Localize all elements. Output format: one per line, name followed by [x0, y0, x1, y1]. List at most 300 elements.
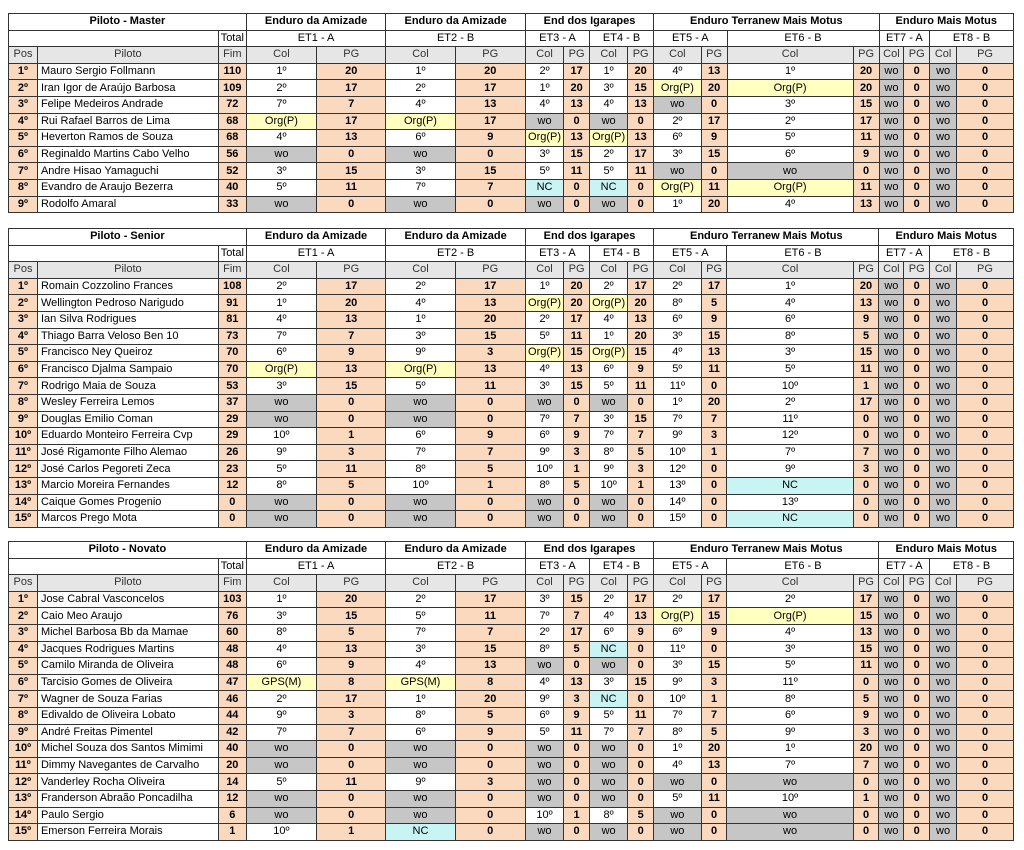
- event-header: Enduro da Amizade: [246, 229, 386, 246]
- stage-placing-cell: wo: [879, 741, 904, 758]
- stage-placing-cell: 3º: [589, 411, 627, 428]
- stage-points-cell: 0: [564, 196, 590, 213]
- stage-points-cell: 13: [455, 96, 525, 113]
- table-row: [9, 774, 1014, 791]
- stage-placing-cell: Org(P): [246, 113, 316, 130]
- total-points-cell: 29: [218, 428, 246, 445]
- stage-placing-cell: 11º: [727, 411, 853, 428]
- stage-points-cell: 5: [853, 691, 879, 708]
- stage-points-cell: 3: [455, 345, 525, 362]
- col-header: Col: [525, 47, 563, 64]
- stage-points-cell: 15: [317, 608, 386, 625]
- stage-points-cell: 1: [564, 807, 590, 824]
- stage-points-cell: 0: [455, 146, 525, 163]
- stage-placing-cell: 8º: [589, 444, 627, 461]
- pilot-name-cell: Ian Silva Rodrigues: [37, 311, 218, 328]
- col-header: Col: [589, 575, 627, 592]
- stage-points-cell: 0: [904, 757, 930, 774]
- stage-points-cell: 0: [957, 113, 1014, 130]
- table-row: [9, 674, 1014, 691]
- stage-placing-cell: 10º: [727, 378, 853, 395]
- stage-points-cell: 0: [564, 790, 590, 807]
- total-points-cell: 47: [218, 674, 246, 691]
- stage-points-cell: 17: [853, 113, 879, 130]
- stage-points-cell: 0: [957, 63, 1014, 80]
- stage-header: ET4 - B: [590, 30, 654, 47]
- col-header: Col: [879, 575, 904, 592]
- stage-points-cell: 13: [455, 295, 525, 312]
- stage-placing-cell: wo: [246, 790, 316, 807]
- stage-points-cell: 0: [957, 295, 1014, 312]
- stage-points-cell: 3: [701, 428, 727, 445]
- stage-placing-cell: wo: [727, 824, 853, 841]
- table-row: [9, 328, 1014, 345]
- stage-placing-cell: 10º: [386, 477, 455, 494]
- stage-placing-cell: 6º: [589, 624, 627, 641]
- stage-header: ET3 - A: [525, 558, 589, 575]
- stage-points-cell: 15: [853, 641, 879, 658]
- stage-placing-cell: 4º: [246, 311, 316, 328]
- total-points-cell: 53: [218, 378, 246, 395]
- total-points-cell: 23: [218, 461, 246, 478]
- stage-points-cell: 0: [628, 511, 654, 528]
- position-cell: 10º: [9, 428, 38, 445]
- stage-points-cell: 15: [455, 328, 525, 345]
- stage-header: ET8 - B: [930, 558, 1014, 575]
- stage-placing-cell: 3º: [654, 658, 702, 675]
- stage-points-cell: 7: [317, 328, 386, 345]
- stage-placing-cell: 2º: [246, 691, 316, 708]
- stage-points-cell: 5: [853, 328, 879, 345]
- stage-points-cell: 0: [455, 394, 525, 411]
- stage-placing-cell: 5º: [727, 361, 853, 378]
- stage-points-cell: 0: [853, 774, 879, 791]
- stage-placing-cell: 8º: [654, 295, 702, 312]
- stage-points-cell: 0: [628, 824, 654, 841]
- stage-placing-cell: wo: [879, 163, 904, 180]
- stage-placing-cell: wo: [589, 394, 627, 411]
- stage-placing-cell: 8º: [589, 807, 627, 824]
- stage-placing-cell: Org(P): [589, 345, 627, 362]
- stage-points-cell: 11: [853, 658, 879, 675]
- position-cell: 7º: [9, 378, 38, 395]
- total-points-cell: 20: [218, 757, 246, 774]
- stage-placing-cell: 8º: [525, 641, 563, 658]
- stage-placing-cell: wo: [879, 591, 904, 608]
- position-cell: 10º: [9, 741, 38, 758]
- col-header: Col: [386, 47, 455, 64]
- stage-points-cell: 15: [701, 658, 727, 675]
- pilot-name-cell: Michel Barbosa Bb da Mamae: [37, 624, 218, 641]
- stage-points-cell: 11: [317, 461, 386, 478]
- stage-points-cell: 13: [564, 96, 590, 113]
- position-cell: 13º: [9, 477, 38, 494]
- stage-placing-cell: wo: [879, 674, 904, 691]
- stage-points-cell: 9: [701, 311, 727, 328]
- total-points-cell: 108: [218, 278, 246, 295]
- stage-placing-cell: 9º: [589, 461, 627, 478]
- stage-points-cell: 0: [853, 494, 879, 511]
- position-cell: 4º: [9, 328, 38, 345]
- table-row: [9, 658, 1014, 675]
- stage-placing-cell: 3º: [246, 608, 316, 625]
- stage-placing-cell: Org(P): [727, 179, 853, 196]
- table-row: [9, 790, 1014, 807]
- standings-table: [8, 13, 1014, 213]
- stage-placing-cell: 4º: [727, 295, 853, 312]
- stage-points-cell: 0: [904, 790, 930, 807]
- stage-placing-cell: 10º: [727, 790, 853, 807]
- stage-points-cell: 0: [957, 691, 1014, 708]
- total-points-cell: 81: [218, 311, 246, 328]
- stage-placing-cell: 4º: [386, 658, 455, 675]
- stage-points-cell: 8: [317, 674, 386, 691]
- stage-placing-cell: wo: [525, 494, 563, 511]
- stage-placing-cell: Org(P): [654, 80, 702, 97]
- stage-placing-cell: 1º: [386, 63, 455, 80]
- stage-header: ET4 - B: [589, 558, 653, 575]
- total-points-cell: 103: [218, 591, 246, 608]
- stage-placing-cell: wo: [879, 790, 904, 807]
- stage-points-cell: 11: [628, 163, 654, 180]
- stage-placing-cell: wo: [930, 511, 957, 528]
- stage-placing-cell: wo: [654, 96, 702, 113]
- stage-placing-cell: 10º: [246, 428, 316, 445]
- stage-header: ET5 - A: [654, 558, 727, 575]
- pilot-name-cell: Rodrigo Maia de Souza: [37, 378, 218, 395]
- stage-points-cell: 0: [957, 394, 1014, 411]
- event-header: End dos Igarapes: [525, 14, 653, 31]
- pilot-name-cell: Dimmy Navegantes de Carvalho: [37, 757, 218, 774]
- stage-placing-cell: 3º: [525, 146, 563, 163]
- stage-placing-cell: 4º: [589, 608, 627, 625]
- stage-placing-cell: 4º: [525, 361, 563, 378]
- stage-points-cell: 13: [317, 361, 386, 378]
- stage-points-cell: 7: [628, 428, 654, 445]
- stage-placing-cell: wo: [589, 824, 627, 841]
- total-header: Total: [218, 30, 246, 47]
- stage-placing-cell: 8º: [246, 624, 316, 641]
- blank-cell: [9, 558, 219, 575]
- position-cell: 14º: [9, 494, 38, 511]
- stage-points-cell: 0: [853, 163, 879, 180]
- stage-points-cell: 20: [455, 691, 525, 708]
- stage-points-cell: 15: [564, 378, 590, 395]
- stage-placing-cell: 5º: [246, 461, 316, 478]
- stage-points-cell: 0: [904, 444, 930, 461]
- col-header: Col: [879, 47, 904, 64]
- stage-points-cell: 15: [317, 163, 386, 180]
- stage-placing-cell: wo: [590, 113, 628, 130]
- stage-header: ET8 - B: [930, 30, 1014, 47]
- stage-points-cell: 0: [455, 511, 525, 528]
- stage-points-cell: 20: [564, 80, 590, 97]
- stage-points-cell: 15: [455, 641, 525, 658]
- stage-points-cell: 11: [564, 163, 590, 180]
- stage-placing-cell: 1º: [589, 328, 627, 345]
- stage-header: ET2 - B: [386, 245, 526, 262]
- stage-placing-cell: 7º: [386, 624, 455, 641]
- stage-points-cell: 0: [957, 411, 1014, 428]
- stage-placing-cell: wo: [879, 477, 904, 494]
- position-cell: 5º: [9, 658, 38, 675]
- pilot-name-cell: Wesley Ferreira Lemos: [37, 394, 218, 411]
- total-header: Total: [218, 558, 246, 575]
- stage-placing-cell: wo: [386, 741, 455, 758]
- stage-placing-cell: 3º: [246, 163, 316, 180]
- stage-placing-cell: wo: [879, 428, 904, 445]
- stage-placing-cell: 2º: [386, 278, 455, 295]
- pg-header: PG: [455, 47, 525, 64]
- position-cell: 8º: [9, 394, 38, 411]
- stage-points-cell: 0: [957, 757, 1014, 774]
- stage-points-cell: 0: [904, 641, 930, 658]
- stage-placing-cell: wo: [654, 824, 702, 841]
- stage-placing-cell: 6º: [386, 428, 455, 445]
- stage-points-cell: 3: [853, 724, 879, 741]
- stage-points-cell: 11: [701, 790, 727, 807]
- table-row: [9, 608, 1014, 625]
- pg-header: PG: [455, 262, 525, 279]
- stage-placing-cell: 3º: [727, 345, 853, 362]
- stage-points-cell: 0: [317, 757, 386, 774]
- stage-points-cell: 5: [701, 295, 727, 312]
- stage-points-cell: 5: [455, 461, 525, 478]
- stage-placing-cell: 3º: [590, 80, 628, 97]
- stage-points-cell: 0: [957, 444, 1014, 461]
- stage-placing-cell: wo: [879, 311, 904, 328]
- stage-placing-cell: 4º: [727, 624, 853, 641]
- stage-placing-cell: wo: [590, 196, 628, 213]
- stage-points-cell: 20: [564, 295, 590, 312]
- stage-placing-cell: 9º: [525, 444, 563, 461]
- stage-placing-cell: 1º: [386, 691, 455, 708]
- total-points-cell: 6: [218, 807, 246, 824]
- stage-placing-cell: 12º: [727, 428, 853, 445]
- stage-placing-cell: 11º: [727, 674, 853, 691]
- total-points-cell: 72: [218, 96, 246, 113]
- stage-points-cell: 17: [628, 146, 654, 163]
- stage-points-cell: 9: [455, 130, 525, 147]
- stage-points-cell: 13: [317, 130, 386, 147]
- col-header: Col: [246, 47, 316, 64]
- stage-points-cell: 15: [701, 146, 727, 163]
- stage-points-cell: 20: [701, 80, 727, 97]
- stage-points-cell: 11: [853, 361, 879, 378]
- stage-points-cell: 0: [853, 807, 879, 824]
- event-header: Enduro Mais Motus: [879, 542, 1014, 559]
- stage-points-cell: 5: [701, 724, 727, 741]
- stage-points-cell: 0: [957, 674, 1014, 691]
- stage-placing-cell: 1º: [246, 591, 316, 608]
- total-points-cell: 91: [218, 295, 246, 312]
- stage-placing-cell: 1º: [654, 196, 702, 213]
- position-cell: 11º: [9, 444, 38, 461]
- stage-header: ET7 - A: [879, 30, 930, 47]
- stage-points-cell: 0: [957, 361, 1014, 378]
- pilot-name-cell: Eduardo Monteiro Ferreira Cvp: [37, 428, 218, 445]
- table-row: [9, 130, 1014, 147]
- pg-header: PG: [317, 47, 386, 64]
- position-cell: 2º: [9, 295, 38, 312]
- stage-placing-cell: wo: [930, 146, 957, 163]
- stage-placing-cell: wo: [589, 658, 627, 675]
- stage-placing-cell: 1º: [525, 278, 563, 295]
- stage-placing-cell: 4º: [386, 96, 455, 113]
- pilot-name-cell: Emerson Ferreira Morais: [37, 824, 218, 841]
- stage-placing-cell: wo: [525, 757, 563, 774]
- pilot-name-cell: José Carlos Pegoreti Zeca: [37, 461, 218, 478]
- stage-points-cell: 0: [957, 807, 1014, 824]
- stage-placing-cell: wo: [930, 163, 957, 180]
- stage-placing-cell: 9º: [654, 674, 702, 691]
- stage-points-cell: 0: [564, 113, 590, 130]
- stage-placing-cell: wo: [525, 774, 563, 791]
- stage-placing-cell: wo: [879, 113, 904, 130]
- position-cell: 7º: [9, 691, 38, 708]
- event-header: Enduro da Amizade: [246, 14, 386, 31]
- stage-points-cell: 0: [317, 511, 386, 528]
- stage-header: ET7 - A: [879, 558, 930, 575]
- stage-placing-cell: 10º: [525, 807, 563, 824]
- stage-placing-cell: wo: [879, 278, 904, 295]
- stage-placing-cell: 4º: [589, 311, 627, 328]
- stage-placing-cell: 9º: [386, 774, 455, 791]
- stage-points-cell: 15: [628, 345, 654, 362]
- stage-placing-cell: wo: [879, 724, 904, 741]
- stage-points-cell: 20: [628, 63, 654, 80]
- stage-placing-cell: wo: [589, 790, 627, 807]
- stage-points-cell: 0: [957, 80, 1014, 97]
- stage-points-cell: 0: [853, 674, 879, 691]
- pilot-name-cell: Michel Souza dos Santos Mimimi: [37, 741, 218, 758]
- stage-placing-cell: wo: [525, 658, 563, 675]
- stage-placing-cell: wo: [930, 774, 957, 791]
- stage-points-cell: 11: [455, 608, 525, 625]
- stage-placing-cell: wo: [246, 494, 316, 511]
- stage-points-cell: 9: [628, 361, 654, 378]
- stage-placing-cell: 5º: [525, 724, 563, 741]
- stage-points-cell: 17: [701, 278, 727, 295]
- total-points-cell: 40: [218, 741, 246, 758]
- table-row: [9, 63, 1014, 80]
- table-row: [9, 461, 1014, 478]
- stage-points-cell: 1: [317, 428, 386, 445]
- total-points-cell: 29: [218, 411, 246, 428]
- stage-points-cell: 15: [853, 608, 879, 625]
- table-row: [9, 807, 1014, 824]
- stage-placing-cell: wo: [930, 130, 957, 147]
- stage-points-cell: 0: [957, 477, 1014, 494]
- stage-points-cell: 0: [564, 179, 590, 196]
- stage-points-cell: 0: [317, 394, 386, 411]
- stage-placing-cell: NC: [727, 477, 853, 494]
- stage-header: ET3 - A: [525, 245, 589, 262]
- stage-placing-cell: 3º: [727, 96, 853, 113]
- event-header: Enduro Mais Motus: [879, 229, 1014, 246]
- stage-header: ET6 - B: [727, 558, 879, 575]
- stage-placing-cell: 3º: [525, 378, 563, 395]
- stage-header: ET4 - B: [589, 245, 653, 262]
- stage-points-cell: 5: [564, 477, 590, 494]
- stage-points-cell: 0: [957, 328, 1014, 345]
- stage-points-cell: 0: [957, 824, 1014, 841]
- stage-placing-cell: wo: [386, 394, 455, 411]
- stage-placing-cell: wo: [879, 295, 904, 312]
- pg-header: PG: [957, 47, 1014, 64]
- stage-points-cell: 17: [455, 113, 525, 130]
- stage-placing-cell: wo: [930, 361, 957, 378]
- stage-placing-cell: Org(P): [246, 361, 316, 378]
- stage-points-cell: 0: [628, 790, 654, 807]
- stage-points-cell: 0: [701, 477, 727, 494]
- stage-placing-cell: wo: [930, 807, 957, 824]
- pg-header: PG: [957, 575, 1014, 592]
- stage-points-cell: 17: [564, 311, 590, 328]
- total-points-cell: 70: [218, 361, 246, 378]
- stage-points-cell: 0: [904, 278, 930, 295]
- total-points-cell: 12: [218, 790, 246, 807]
- stage-placing-cell: wo: [930, 311, 957, 328]
- pos-header: Pos: [9, 262, 38, 279]
- stage-points-cell: 17: [701, 113, 727, 130]
- fim-header: Fim: [218, 47, 246, 64]
- stage-points-cell: 1: [701, 444, 727, 461]
- blank-cell: [9, 30, 219, 47]
- stage-points-cell: 20: [564, 278, 590, 295]
- total-points-cell: 68: [218, 113, 246, 130]
- stage-placing-cell: wo: [930, 477, 957, 494]
- col-header: Col: [654, 262, 702, 279]
- stage-points-cell: 0: [904, 824, 930, 841]
- stage-points-cell: 9: [564, 428, 590, 445]
- stage-points-cell: 13: [455, 361, 525, 378]
- pilot-name-cell: Francisco Ney Queiroz: [37, 345, 218, 362]
- event-header: Enduro Mais Motus: [879, 14, 1014, 31]
- stage-placing-cell: wo: [589, 774, 627, 791]
- stage-points-cell: 0: [701, 641, 727, 658]
- stage-placing-cell: 5º: [386, 608, 455, 625]
- stage-points-cell: 20: [628, 295, 654, 312]
- stage-placing-cell: 3º: [246, 378, 316, 395]
- stage-points-cell: 7: [701, 707, 727, 724]
- stage-placing-cell: 7º: [589, 724, 627, 741]
- stage-placing-cell: NC: [589, 691, 627, 708]
- pilot-name-cell: Iran Igor de Araújo Barbosa: [37, 80, 218, 97]
- stage-points-cell: 17: [853, 394, 879, 411]
- stage-points-cell: 0: [628, 658, 654, 675]
- stage-placing-cell: 1º: [727, 63, 853, 80]
- stage-points-cell: 17: [317, 113, 386, 130]
- stage-placing-cell: wo: [879, 608, 904, 625]
- stage-points-cell: 0: [628, 757, 654, 774]
- table-row: [9, 295, 1014, 312]
- stage-placing-cell: GPS(M): [386, 674, 455, 691]
- stage-placing-cell: wo: [930, 63, 957, 80]
- stage-points-cell: 0: [904, 130, 930, 147]
- stage-placing-cell: 4º: [654, 757, 702, 774]
- pilot-name-cell: José Rigamonte Filho Alemao: [37, 444, 218, 461]
- stage-placing-cell: wo: [386, 411, 455, 428]
- position-cell: 15º: [9, 824, 38, 841]
- stage-placing-cell: wo: [879, 196, 904, 213]
- stage-points-cell: 0: [455, 757, 525, 774]
- stage-points-cell: 5: [317, 624, 386, 641]
- stage-placing-cell: wo: [879, 774, 904, 791]
- stage-points-cell: 0: [455, 824, 525, 841]
- stage-placing-cell: 2º: [525, 624, 563, 641]
- stage-placing-cell: 7º: [386, 179, 455, 196]
